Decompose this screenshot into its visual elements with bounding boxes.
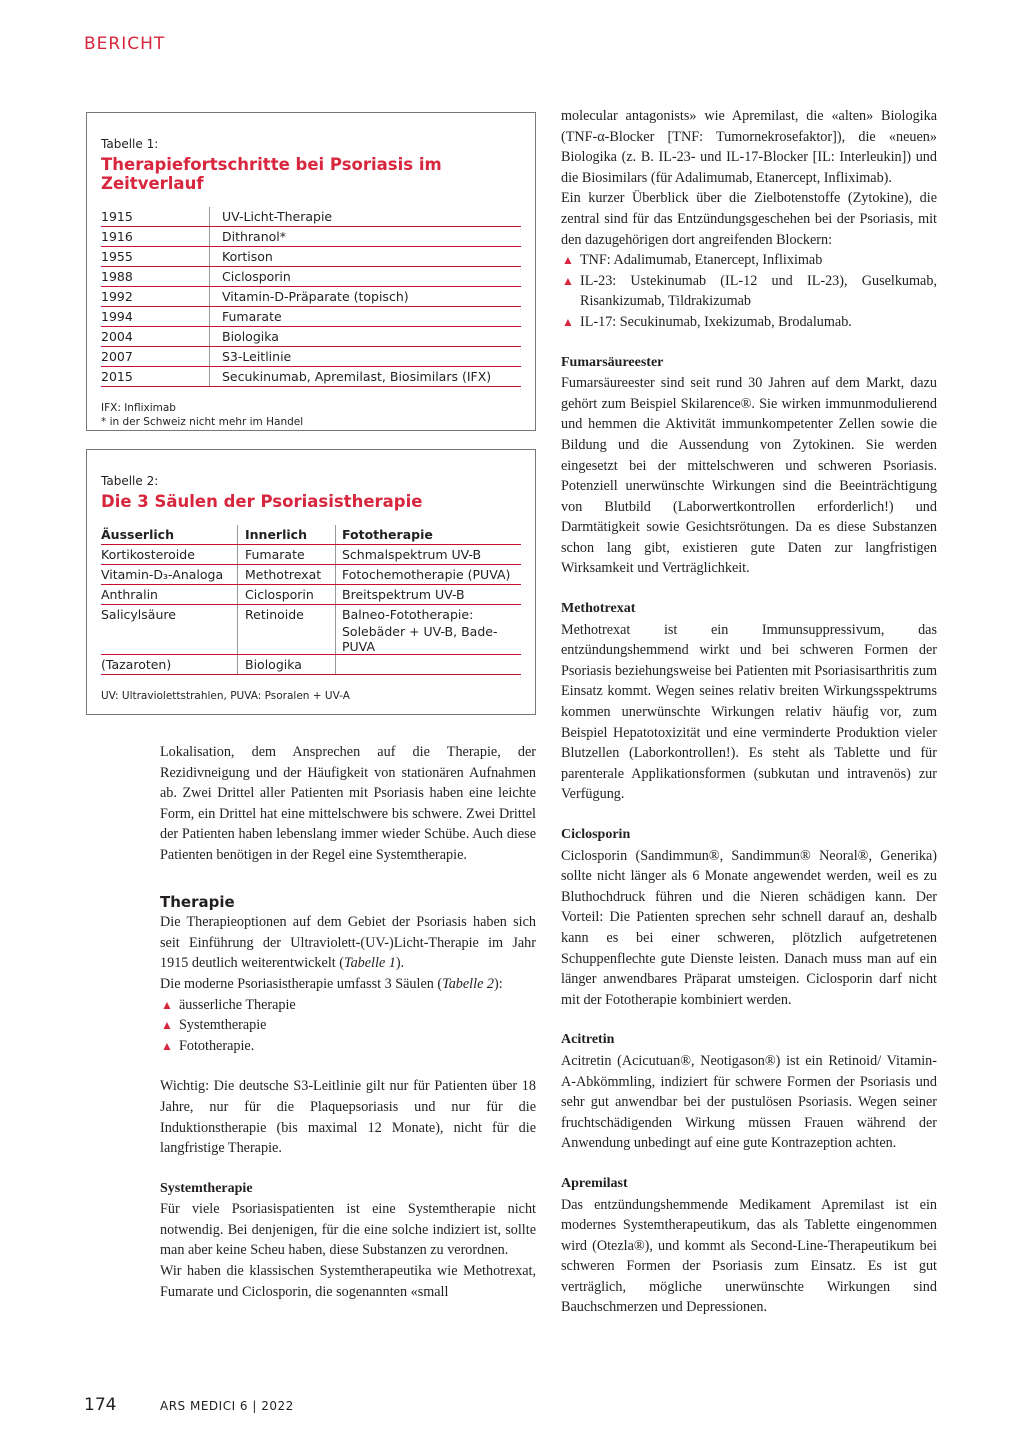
acitretin-paragraph: Acitretin (Acicutuan®, Neotigason®) ist ein Retinoid/ Vitamin-A-Abkömmling, indiziert für schwere Formen der Psoriasis und sehr gut anwendbar bei der pustulösen Psoriasis. Wegen seiner fruchtschädigenden Wirkung müssen Frauen während der Anwendung unbedingt auf eine gute Kontrazeption achten. [561, 1052, 937, 1152]
table-1-notes [101, 401, 521, 429]
acitretin-heading: Acitretin [561, 1032, 615, 1048]
methotrexat-heading: Methotrexat [561, 601, 636, 617]
continuation-paragraph: molecular antagonists» wie Apremilast, die «alten» Biologika (TNF-α-Blocker [TNF: Tumornekrosefaktor]), die «neuen» Biologika (z. B. IL-23- und IL-17-Blocker [IL: Interleukin]) und die Biosimilars (für Adalimumab, Etanercept, Infliximab). [561, 108, 937, 186]
table-2-cell: Retinoide [238, 605, 336, 625]
ciclosporin-heading: Ciclosporin [561, 827, 631, 842]
table-2-cell: Solebäder + UV-B, Bade-PUVA [336, 624, 522, 655]
therapie-paragraph-2: Die moderne Psoriasistherapie umfasst 3 Säulen (Tabelle 2): [160, 975, 503, 992]
table-1-milestone: UV-Licht-Therapie [210, 207, 522, 227]
table-1-note: IFX: Infliximab [101, 402, 176, 414]
table-1-year: 2015 [101, 367, 210, 387]
table-row [101, 267, 521, 287]
page-number: 174 [84, 1395, 117, 1415]
table-1-milestone: Fumarate [210, 307, 522, 327]
triangle-bullet-icon: ▲ [562, 273, 574, 288]
table-2-cell: Schmalspektrum UV-B [336, 545, 522, 565]
table-2-header: Fototherapie [336, 525, 522, 545]
therapie-heading: Therapie [160, 892, 235, 911]
table-row [101, 655, 521, 675]
table-2-cell: Ciclosporin [238, 585, 336, 605]
table-row [101, 624, 521, 655]
table-1-title: Therapiefortschritte bei Psoriasis im Zeitverlauf [101, 155, 442, 193]
table-2-box [86, 449, 536, 715]
table-1-milestone: Dithranol* [210, 227, 522, 247]
table-2-cell: Fumarate [238, 545, 336, 565]
table-1-year: 1988 [101, 267, 210, 287]
apremilast-paragraph: Das entzündungshemmende Medikament Apremilast ist ein modernes Systemtherapeutikum, das als Tablette eingenommen wird (Otezla®), und kommt als Second-Line-Therapeutikum bei schweren Formen der Psoriasis zum Einsatz. Es ist gut verträglich, mögliche unerwünschte Wirkungen sind Bauchschmerzen und Depressionen. [561, 1196, 937, 1316]
fumarsaeureester-paragraph: Fumarsäureester sind seit rund 30 Jahren auf dem Markt, dazu gehört zum Beispiel Skilarence®. Sie wirken immunmodulierend und hemmen die Aktivität immunkompetenter Zellen sowie die Bildung und die Aussendung von Zytokinen. Sie werden eingesetzt bei der mittelschweren und schweren Psoriasis. Potenziell unerwünschte Wirkungen sind die Beeinträchtigung von Blutbild (Laborwertkontrollen erforderlich!) und Darmtätigkeit sowie Gesichtsrötungen. Da es diese Substanzen schon lang gibt, existieren gute Daten zur langfristigen Wirksamkeit und Verträglichkeit. [561, 375, 937, 577]
table-2 [101, 525, 521, 675]
table-row [101, 207, 521, 227]
table-row [101, 367, 521, 387]
left-column [160, 742, 536, 1302]
triangle-bullet-icon: ▲ [161, 1018, 173, 1033]
table-1-year: 1915 [101, 207, 210, 227]
ciclosporin-paragraph: Ciclosporin (Sandimmun®, Sandimmun® Neoral®, Generika) sollte nicht länger als 6 Monate angewendet werden, weil es zu Bluthochdruck führen und die Nieren schädigen kann. Der Vorteil: Die Patienten sprechen sehr schnell darauf an, deshalb kann es bei einer schweren, plötzlich aufgetretenen Schuppenflechte gute Dienste leisten. Danach muss man auf ein länger anwendbares Präparat umsteigen. Ciclosporin darf nicht mit der Fototherapie kombiniert werden. [561, 847, 937, 1008]
table-2-cell: Methotrexat [238, 565, 336, 585]
wichtig-paragraph: Wichtig: Die deutsche S3-Leitlinie gilt nur für Patienten über 18 Jahre, nur für die Plaquepsoriasis und nur für die Induktionstherapie (bis maximal 12 Monate), nicht für die langfristige Therapie. [160, 1078, 536, 1157]
apremilast-heading: Apremilast [561, 1175, 628, 1191]
table-2-cell [336, 655, 522, 675]
table-row [101, 585, 521, 605]
list-item: ▲ Systemtherapie [160, 1015, 536, 1036]
triangle-bullet-icon: ▲ [161, 997, 173, 1012]
table-row [101, 327, 521, 347]
table-2-cell: Breitspektrum UV-B [336, 585, 522, 605]
table-2-label: Tabelle 2: [101, 474, 159, 488]
table-1-year: 2004 [101, 327, 210, 347]
fumarsaeureester-heading: Fumarsäureester [561, 354, 664, 370]
table-1-milestone: S3-Leitlinie [210, 347, 522, 367]
list-item: ▲ TNF: Adalimumab, Etanercept, Infliximab [561, 250, 937, 271]
table-row [101, 247, 521, 267]
right-column [561, 106, 937, 1318]
triangle-bullet-icon: ▲ [161, 1038, 173, 1053]
table-2-cell: Fotochemotherapie (PUVA) [336, 565, 522, 585]
table-2-cell: Vitamin-D₃-Analoga [101, 565, 238, 585]
table-row [101, 605, 521, 625]
list-item: ▲ Fototherapie. [160, 1036, 536, 1057]
intro-paragraph: Lokalisation, dem Ansprechen auf die Therapie, der Rezidivneigung und der Häufigkeit von stationären Aufnahmen ab. Zwei Drittel aller Patienten mit Psoriasis haben eine leichte Form, ein Drittel hat eine mittelschwere bis schwere. Zwei Drittel der Patienten haben lebenslang immer wieder Schübe. Auch diese Patienten benötigen in der Regel eine Systemtherapie. [160, 744, 536, 863]
table-1-year: 1992 [101, 287, 210, 307]
table-row [101, 347, 521, 367]
list-item: ▲ IL-23: Ustekinumab (IL-12 und IL-23), Guselkumab, Risankizumab, Tildrakizumab [562, 272, 937, 310]
overview-paragraph: Ein kurzer Überblick über die Zielbotenstoffe (Zytokine), die zentral sind für das Entzündungsgeschehen bei der Psoriasis, mit den dazugehörigen dort angreifenden Blockern: [561, 190, 937, 248]
table-1-year: 2007 [101, 347, 210, 367]
table-2-cell: Kortikosteroide [101, 545, 238, 565]
table-1-milestone: Secukinumab, Apremilast, Biosimilars (IFX) [210, 367, 522, 387]
table-2-cell: (Tazaroten) [101, 655, 238, 675]
list-item: ▲ äusserliche Therapie [160, 995, 536, 1016]
systemtherapie-heading: Systemtherapie [160, 1180, 253, 1196]
therapie-paragraph-1: Die Therapieoptionen auf dem Gebiet der Psoriasis haben sich seit Einführung der Ultraviolett-(UV-)Licht-Therapie im Jahr 1915 deutlich weiterentwickelt (Tabelle 1). [160, 914, 536, 972]
list-item: ▲ IL-17: Secukinumab, Ixekizumab, Brodalumab. [561, 312, 937, 333]
table-row [101, 545, 521, 565]
systemtherapie-paragraph-1: Für viele Psoriasispatienten ist eine Systemtherapie nicht notwendig. Bei denjenigen, für die eine solche indiziert ist, sollte man aber keine Scheu haben, diese Substanzen zu verordnen. [160, 1201, 536, 1259]
table-1 [101, 207, 521, 387]
table-1-milestone: Vitamin-D-Präparate (topisch) [210, 287, 522, 307]
table-2-title: Die 3 Säulen der Psoriasistherapie [101, 492, 423, 511]
table-1-year: 1916 [101, 227, 210, 247]
section-label: BERICHT [84, 34, 166, 54]
table-2-cell: Salicylsäure [101, 607, 176, 622]
table-row [101, 287, 521, 307]
table-1-note: * in der Schweiz nicht mehr im Handel [101, 416, 304, 428]
table-2-header: Innerlich [238, 525, 336, 545]
triangle-bullet-icon: ▲ [562, 253, 574, 268]
triangle-bullet-icon: ▲ [562, 314, 574, 329]
systemtherapie-paragraph-2: Wir haben die klassischen Systemtherapeutika wie Methotrexat, Fumarate und Ciclosporin, die sogenannten «small [160, 1263, 536, 1300]
table-1-milestone: Ciclosporin [210, 267, 522, 287]
methotrexat-paragraph: Methotrexat ist ein Immunsuppressivum, das entzündungshemmend wirkt und bei schweren Formen der Psoriasis beziehungsweise bei Patienten mit Psoriasisarthritis zum Einsatz kommt. Wegen seines relativ breiten Wirkungsspektrums kommen unerwünschte Wirkungen relativ häufig vor, zum Beispiel Hepatotoxizität und eine verminderte Produktion vieler Blutzellen (Laborkontrollen!). Es steht als Tablette und für parenterale Applikationsformen (subkutan und intravenös) zur Verfügung. [561, 621, 937, 803]
table-row [101, 307, 521, 327]
table-2-cell [238, 624, 336, 655]
table-1-label: Tabelle 1: [101, 137, 159, 151]
table-1-year: 1994 [101, 307, 210, 327]
table-2-cell: Anthralin [101, 585, 238, 605]
table-1-milestone: Kortison [210, 247, 522, 267]
table-1-milestone: Biologika [210, 327, 522, 347]
table-2-note: UV: Ultraviolettstrahlen, PUVA: Psoralen + UV-A [101, 690, 350, 702]
table-2-cell: Biologika [238, 655, 336, 675]
table-2-cell [101, 624, 238, 655]
journal-info: ARS MEDICI 6 | 2022 [160, 1399, 294, 1413]
table-2-cell: Balneo-Fototherapie: [336, 605, 522, 625]
table-1-year: 1955 [101, 247, 210, 267]
table-row [101, 227, 521, 247]
table-row [101, 565, 521, 585]
table-1-box [86, 112, 536, 431]
table-2-header: Äusserlich [101, 525, 238, 545]
